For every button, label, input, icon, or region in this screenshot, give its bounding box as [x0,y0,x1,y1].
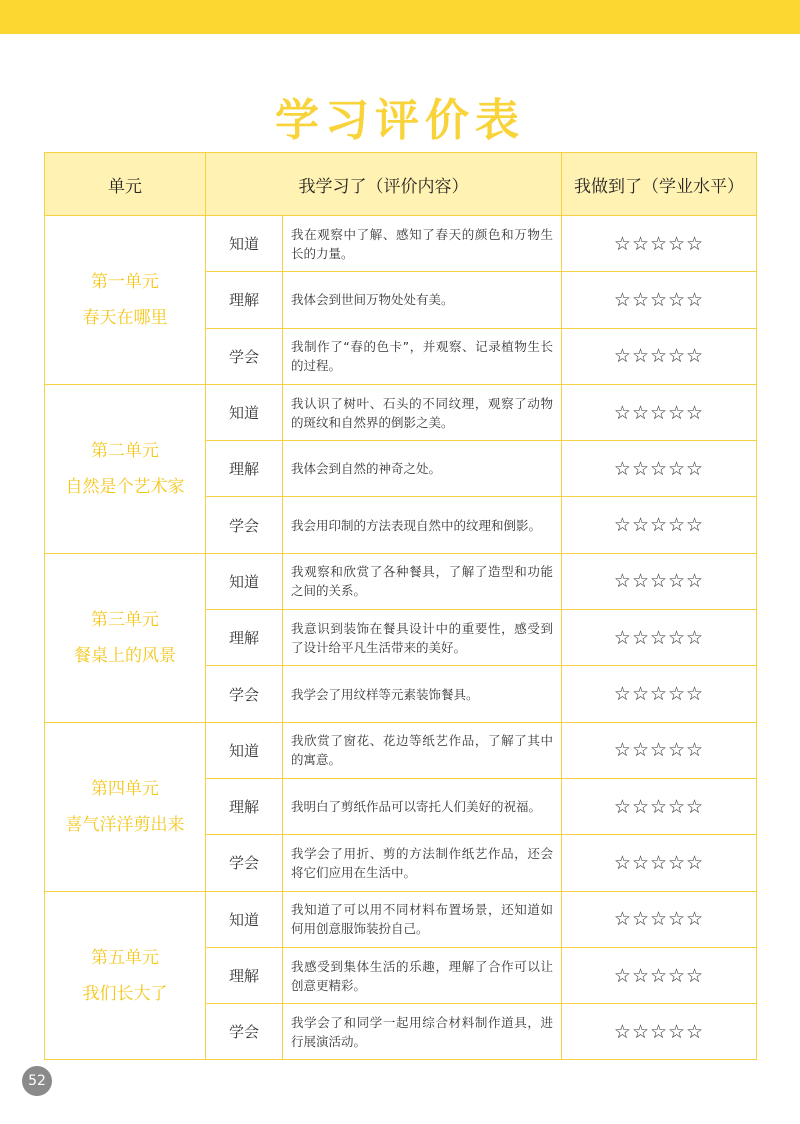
star-rating[interactable]: ☆☆☆☆☆ [562,328,757,384]
level-label: 理解 [206,778,283,834]
content-text: 我感受到集体生活的乐趣，理解了合作可以让创意更精彩。 [283,947,562,1003]
level-label: 学会 [206,328,283,384]
unit-cell [45,384,206,553]
content-text: 我意识到装饰在餐具设计中的重要性，感受到了设计给平凡生活带来的美好。 [283,610,562,666]
top-color-band [0,0,800,34]
content-text: 我知道了可以用不同材料布置场景，还知道如何用创意服饰装扮自己。 [283,891,562,947]
table-row [45,891,757,947]
unit-subtitle: 餐桌上的风景 [74,645,176,666]
unit-name: 第三单元 [91,609,159,630]
unit-name: 第一单元 [91,271,159,292]
star-rating[interactable]: ☆☆☆☆☆ [562,272,757,328]
star-rating[interactable]: ☆☆☆☆☆ [562,891,757,947]
page-title: 学习评价表 [275,95,525,146]
evaluation-table [44,152,757,1060]
unit-name: 第二单元 [91,440,159,461]
unit-subtitle: 春天在哪里 [82,307,168,328]
star-rating[interactable]: ☆☆☆☆☆ [562,384,757,440]
table-row [45,553,757,609]
level-label: 理解 [206,441,283,497]
level-label: 理解 [206,272,283,328]
level-label: 知道 [206,216,283,272]
level-label: 知道 [206,722,283,778]
content-text: 我认识了树叶、石头的不同纹理，观察了动物的斑纹和自然界的倒影之美。 [283,384,562,440]
star-rating[interactable]: ☆☆☆☆☆ [562,835,757,891]
unit-cell [45,553,206,722]
content-text: 我欣赏了窗花、花边等纸艺作品，了解了其中的寓意。 [283,722,562,778]
content-text: 我体会到自然的神奇之处。 [283,441,562,497]
content-text: 我在观察中了解、感知了春天的颜色和万物生长的力量。 [283,216,562,272]
content-text: 我学会了用纹样等元素装饰餐具。 [283,666,562,722]
star-rating[interactable]: ☆☆☆☆☆ [562,778,757,834]
content-text: 我体会到世间万物处处有美。 [283,272,562,328]
star-rating[interactable]: ☆☆☆☆☆ [562,441,757,497]
unit-subtitle: 自然是个艺术家 [65,476,185,497]
unit-name: 第五单元 [91,947,159,968]
level-label: 知道 [206,384,283,440]
unit-subtitle: 喜气洋洋剪出来 [65,814,185,835]
star-rating[interactable]: ☆☆☆☆☆ [562,497,757,553]
header-unit: 单元 [45,153,206,216]
level-label: 学会 [206,497,283,553]
level-label: 学会 [206,666,283,722]
table-row [45,216,757,272]
content-text: 我学会了和同学一起用综合材料制作道具，进行展演活动。 [283,1004,562,1060]
header-level: 我做到了（学业水平） [562,153,757,216]
content-text: 我会用印制的方法表现自然中的纹理和倒影。 [283,497,562,553]
unit-subtitle: 我们长大了 [82,983,168,1004]
star-rating[interactable]: ☆☆☆☆☆ [562,666,757,722]
unit-name: 第四单元 [91,778,159,799]
header-content: 我学习了（评价内容） [206,153,562,216]
star-rating[interactable]: ☆☆☆☆☆ [562,722,757,778]
level-label: 学会 [206,835,283,891]
table-row [45,384,757,440]
content-text: 我制作了“春的色卡”，并观察、记录植物生长的过程。 [283,328,562,384]
level-label: 学会 [206,1004,283,1060]
content-text: 我观察和欣赏了各种餐具，了解了造型和功能之间的关系。 [283,553,562,609]
star-rating[interactable]: ☆☆☆☆☆ [562,610,757,666]
star-rating[interactable]: ☆☆☆☆☆ [562,1004,757,1060]
unit-cell [45,216,206,385]
table-header-row [45,153,757,216]
unit-cell [45,891,206,1060]
star-rating[interactable]: ☆☆☆☆☆ [562,947,757,1003]
content-text: 我明白了剪纸作品可以寄托人们美好的祝福。 [283,778,562,834]
content-text: 我学会了用折、剪的方法制作纸艺作品，还会将它们应用在生活中。 [283,835,562,891]
unit-cell [45,722,206,891]
level-label: 知道 [206,891,283,947]
level-label: 知道 [206,553,283,609]
table-row [45,722,757,778]
level-label: 理解 [206,947,283,1003]
star-rating[interactable]: ☆☆☆☆☆ [562,216,757,272]
page-number-badge: 52 [22,1066,52,1096]
star-rating[interactable]: ☆☆☆☆☆ [562,553,757,609]
level-label: 理解 [206,610,283,666]
